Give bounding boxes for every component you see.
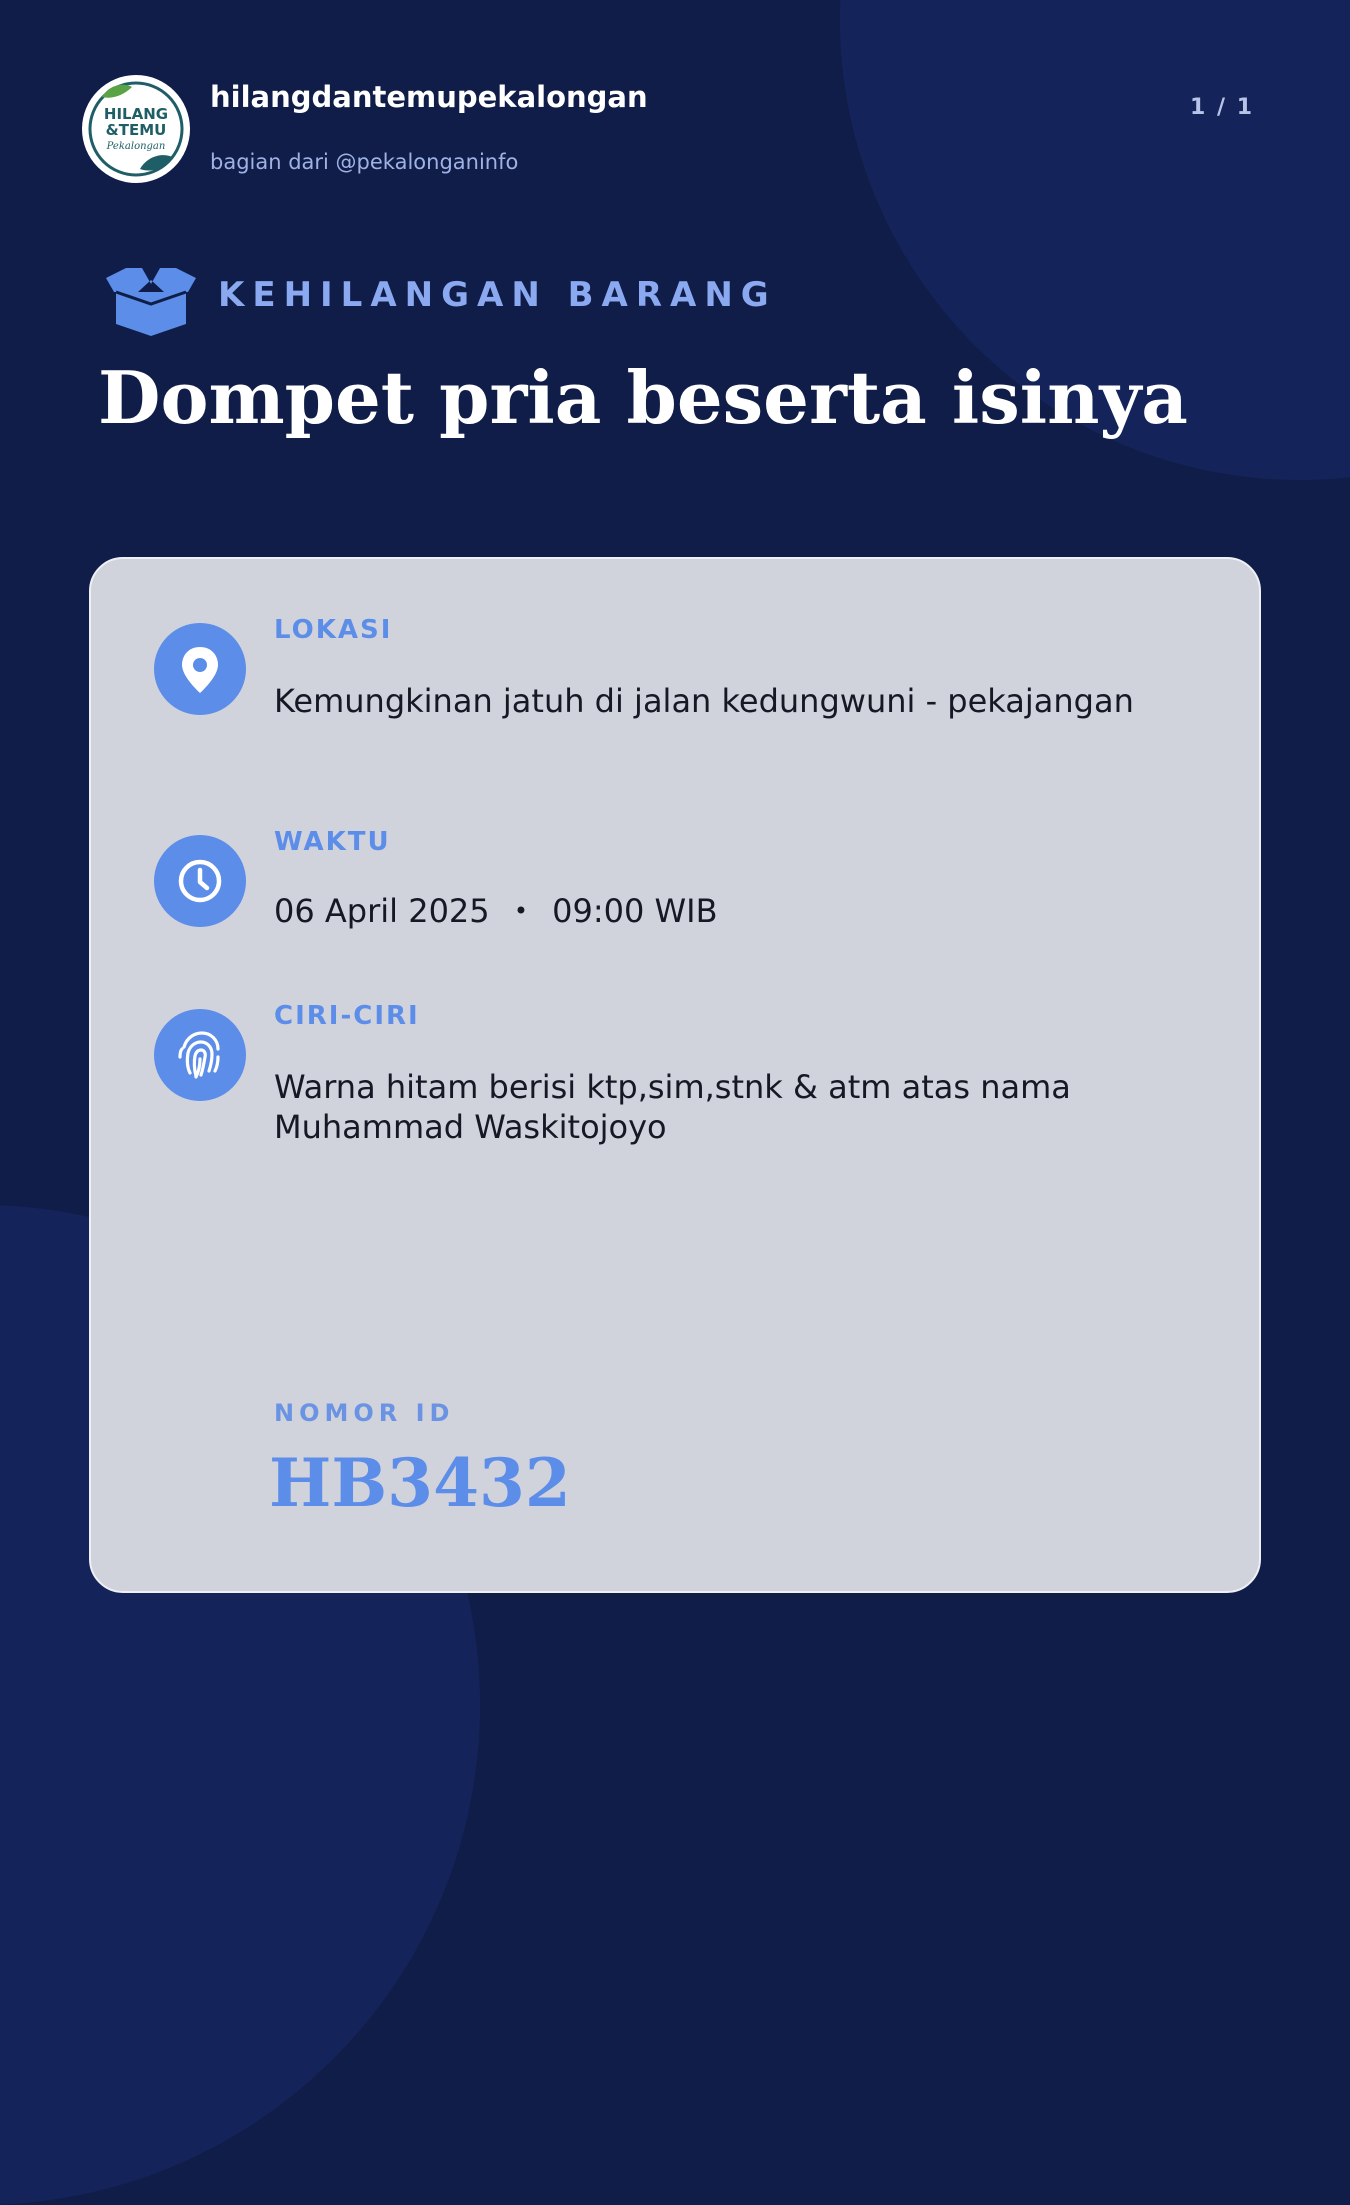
waktu-date: 06 April 2025 (274, 892, 490, 930)
clock-icon (154, 835, 246, 927)
category-label: KEHILANGAN BARANG (218, 275, 777, 315)
lokasi-label: LOKASI (274, 615, 393, 645)
page-title: Dompet pria beserta isinya (98, 355, 1188, 440)
ciri-label: CIRI-CIRI (274, 1001, 420, 1031)
account-logo[interactable] (82, 75, 190, 183)
account-name[interactable]: hilangdantemupekalongan (210, 80, 648, 114)
fingerprint-icon (154, 1009, 246, 1101)
nomor-id-label: NOMOR ID (274, 1399, 455, 1427)
waktu-value (274, 891, 1214, 934)
ciri-value: Warna hitam berisi ktp,sim,stnk & atm atas nama Muhammad Waskitojoyo (274, 1068, 1071, 1146)
logo-text-line2: &TEMU (105, 121, 167, 139)
box-icon (104, 266, 198, 336)
waktu-separator: • (513, 897, 528, 925)
logo-text-line3: Pekalongan (106, 141, 166, 152)
waktu-label: WAKTU (274, 827, 391, 857)
nomor-id-value: HB3432 (269, 1444, 571, 1522)
detail-card (89, 557, 1261, 1593)
lokasi-value: Kemungkinan jatuh di jalan kedungwuni - pekajangan (274, 682, 1134, 720)
page-indicator: 1 / 1 (1190, 95, 1254, 120)
location-pin-icon (154, 623, 246, 715)
waktu-time: 09:00 WIB (552, 892, 718, 930)
account-subtitle: bagian dari @pekalonganinfo (210, 150, 519, 174)
logo-text-line1: HILANG (103, 105, 169, 123)
